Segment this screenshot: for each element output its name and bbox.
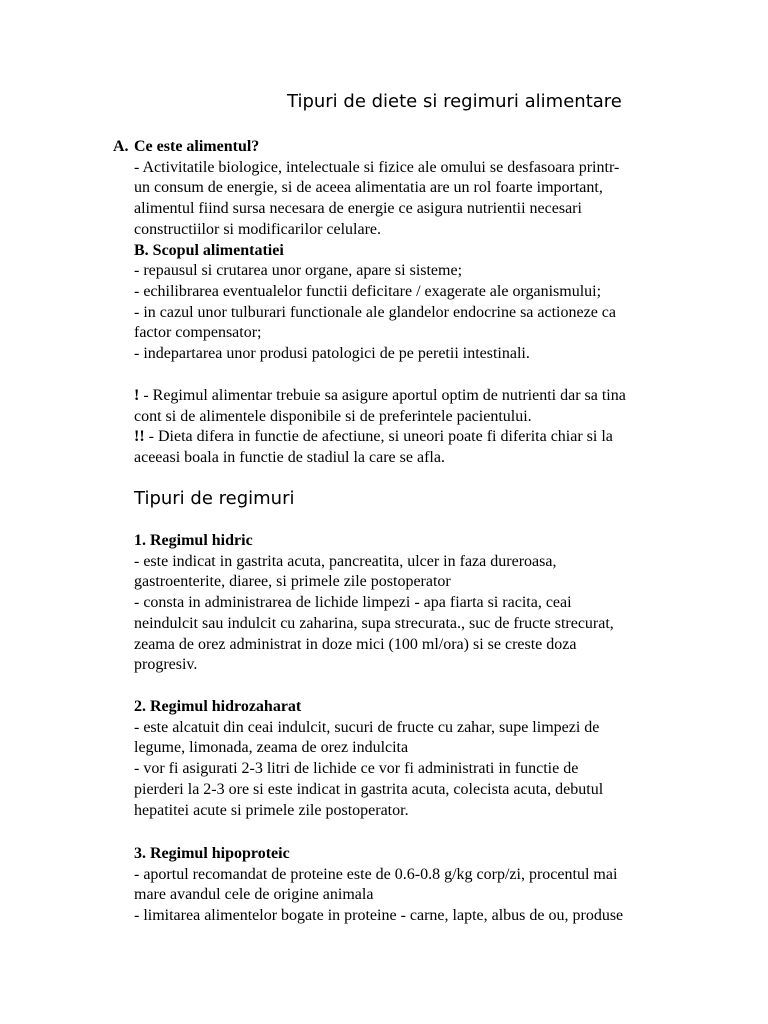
section-b-line: - repausul si crutarea unor organe, apare si sisteme; — [134, 262, 463, 280]
section-a-line: un consum de energie, si de aceea alimentatia are un rol foarte important, — [134, 179, 603, 197]
section-a-line: - Activitatile biologice, intelectuale si fizice ale omului se desfasoara printr- — [134, 158, 620, 176]
regime-line: - este indicat in gastrita acuta, pancreatita, ulcer in faza dureroasa, — [134, 552, 557, 570]
note-2-line: aceeasi boala in functie de stadiul la care se afla. — [134, 449, 445, 467]
regime-line: hepatitei acute si primele zile postoperator. — [134, 801, 409, 819]
notes — [134, 386, 694, 469]
types-heading: Tipuri de regimuri — [134, 488, 295, 509]
section-b-line: factor compensator; — [134, 324, 262, 342]
regime-heading: 3. Regimul hipoproteic — [134, 845, 290, 862]
note-2-mark: !! — [134, 428, 145, 446]
note-1-line: cont si de alimentele disponibile si de preferintele pacientului. — [134, 407, 532, 425]
section-b-line: - echilibrarea eventualelor functii deficitare / exagerate ale organismului; — [134, 282, 602, 300]
regime-line: progresiv. — [134, 656, 198, 674]
note-2-line: !! - Dieta difera in functie de afectiune, si uneori poate fi diferita chiar si la — [134, 428, 613, 446]
section-a-marker: A. — [113, 138, 129, 155]
section-b-heading: B. Scopul alimentatiei — [134, 241, 284, 259]
regime-line: - este alcatuit din ceai indulcit, sucuri de fructe cu zahar, supe limpezi de — [134, 718, 600, 736]
section-a-line: constructiilor si modificarilor celulare. — [134, 220, 382, 238]
regime-line: legume, limonada, zeama de orez indulcita — [134, 739, 409, 757]
regime-2 — [134, 697, 694, 821]
note-1-line: ! - Regimul alimentar trebuie sa asigure aportul optim de nutrienti dar sa tina — [134, 387, 626, 404]
section-b-line: - in cazul unor tulburari functionale ale glandelor endocrine sa actioneze ca — [134, 303, 616, 321]
section-a-line: alimentul fiind sursa necesara de energie ce asigura nutrientii necesari — [134, 200, 582, 218]
regime-line: pierderi la 2-3 ore si este indicat in gastrita acuta, colecista acuta, debutul — [134, 780, 604, 798]
section-a — [134, 137, 694, 365]
regime-line: - aportul recomandat de proteine este de 0.6-0.8 g/kg corp/zi, procentul mai — [134, 865, 618, 883]
regime-3 — [134, 844, 694, 927]
section-a-heading: Ce este alimentul? — [134, 138, 260, 155]
document-title: Tipuri de diete si regimuri alimentare — [287, 91, 622, 112]
section-b-line: - indepartarea unor produsi patologici de pe peretii intestinali. — [134, 345, 530, 363]
regime-line: gastroenterite, diaree, si primele zile postoperator — [134, 573, 451, 591]
note-1-mark: ! — [134, 387, 140, 404]
regime-line: zeama de orez administrat in doze mici (100 ml/ora) si se creste doza — [134, 635, 577, 653]
regime-line: - vor fi asigurati 2-3 litri de lichide ce vor fi administrati in functie de — [134, 760, 579, 778]
regime-heading: 1. Regimul hidric — [134, 532, 253, 549]
regime-line: mare avandul cele de origine animala — [134, 886, 374, 904]
regime-line: neindulcit sau indulcit cu zaharina, supa strecurata., suc de fructe strecurat, — [134, 614, 614, 632]
regime-line: - limitarea alimentelor bogate in proteine - carne, lapte, albus de ou, produse — [134, 907, 624, 925]
regime-1 — [134, 531, 694, 676]
regime-heading: 2. Regimul hidrozaharat — [134, 698, 302, 715]
regime-line: - consta in administrarea de lichide limpezi - apa fiarta si racita, ceai — [134, 594, 572, 612]
